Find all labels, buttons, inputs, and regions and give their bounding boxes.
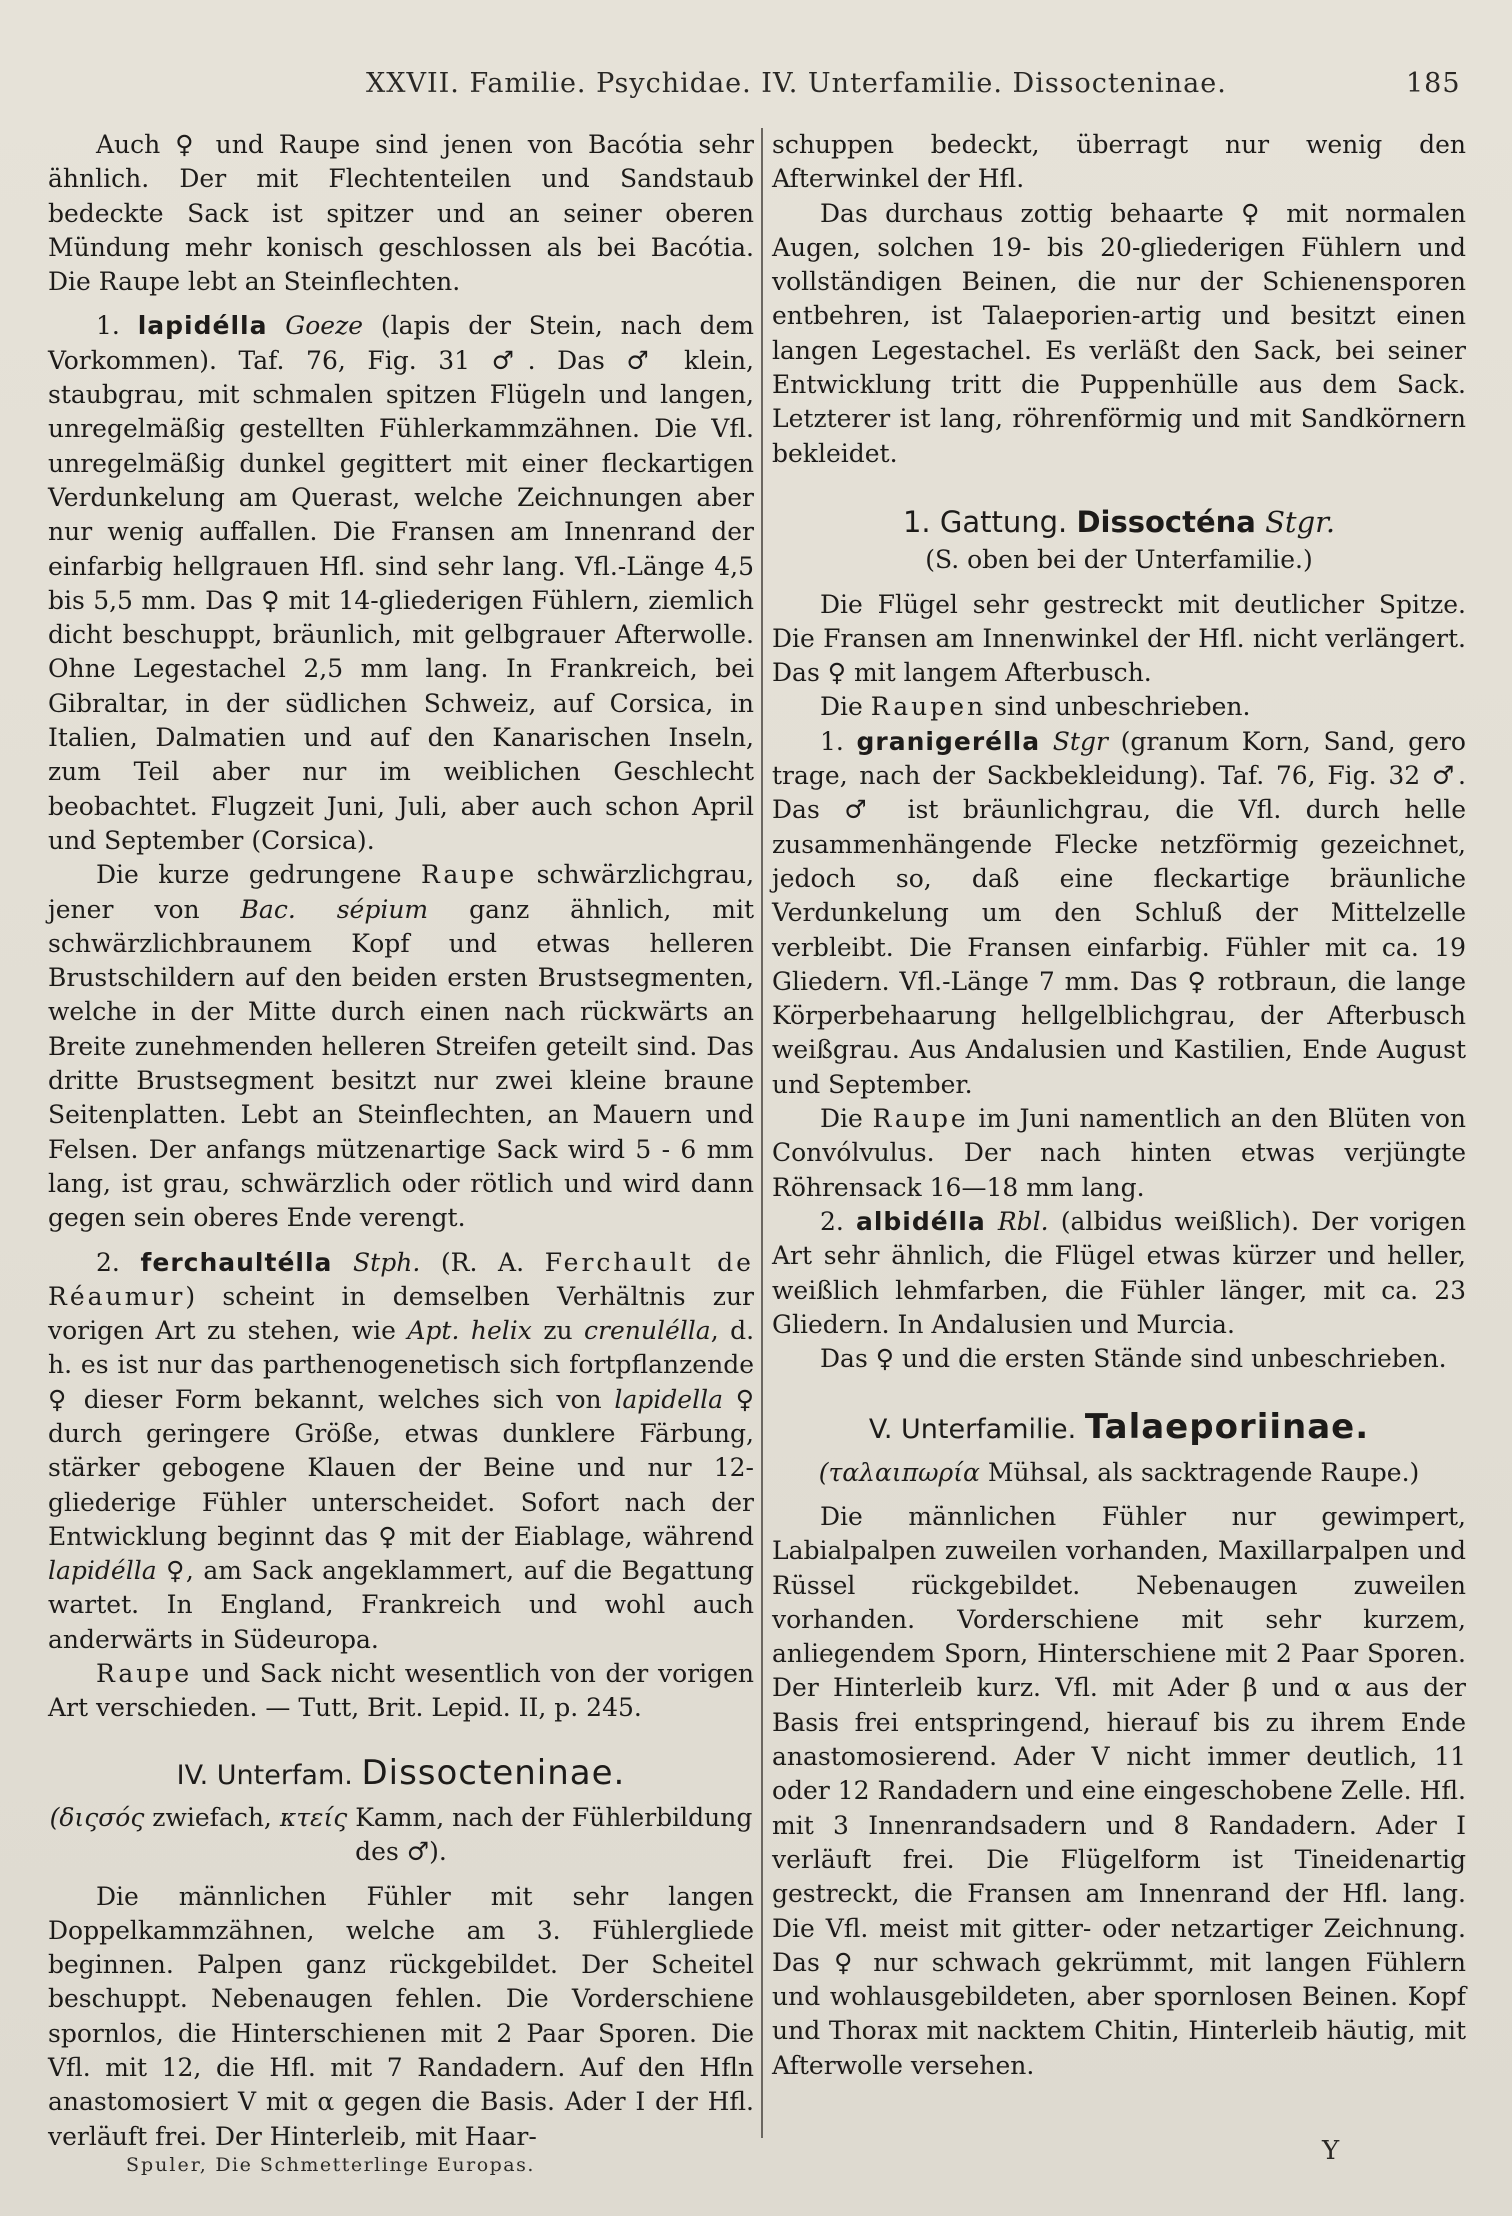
text-fragment: schwärzlichgrau, jener von <box>48 860 755 924</box>
subfamily-etymology <box>772 1456 1466 1490</box>
text-fragment: , d. h. es ist nur das parthenogenetisch sich fortpflanzende ♀ dieser Form bekannt, welches sich von <box>48 1316 755 1414</box>
female-paragraph: Das durchaus zottig behaarte ♀ mit normalen Augen, solchen 19- bis 20-gliederigen Fühlern und vollständigen Beinen, die nur der Schienensporen entbehren, ist Talaeporien-artig und besitzt einen langen Legestachel. Es verläßt den Sack, bei seiner Entwicklung tritt die Puppenhülle aus dem Sack. Letzterer ist lang, röhrenförmig und mit Sandkörnern bekleidet. <box>772 198 1466 468</box>
species-lapidella <box>48 309 754 858</box>
spaced-term: Raupe <box>421 860 518 890</box>
left-column <box>48 128 754 2154</box>
signature-mark: Y <box>1322 2136 1340 2166</box>
text-fragment: zu <box>543 1316 573 1346</box>
species-number: 2. <box>96 1247 120 1277</box>
larva-paragraph <box>48 858 754 1235</box>
species-reference: lapidella <box>614 1384 723 1414</box>
species-author: Stgr <box>1052 726 1108 756</box>
spaced-term: Raupe <box>872 1104 969 1134</box>
text-fragment: ♀ durch geringere Größe, etwas dunklere Färbung, stärker gebogene Klauen der Beine und nur 12-gliederige Fühler unterscheidet. Sofort nach der Entwicklung beginnt das ♀ mit der Eiablage, während <box>48 1384 754 1551</box>
species-albidella <box>772 1205 1466 1342</box>
species-number: 1. <box>820 726 844 756</box>
species-author: Rbl. <box>997 1206 1049 1236</box>
spaced-term: Raupe <box>96 1659 193 1689</box>
text-fragment: ) scheint in demselben Verhältnis zur vorigen Art zu stehen, wie <box>48 1281 754 1346</box>
larva-sack-paragraph <box>48 1657 754 1726</box>
text-fragment: Die kurze gedrungene <box>96 860 402 890</box>
text-fragment: zwiefach, <box>152 1802 272 1832</box>
page-number: 185 <box>1406 68 1461 99</box>
species-name: albidélla <box>855 1206 986 1236</box>
subfamily-prefix: V. Unterfamilie. <box>868 1414 1077 1446</box>
subfamily-name: Talaeporiinae. <box>1084 1407 1370 1448</box>
larvae-note <box>772 690 1466 724</box>
species-reference: lapidélla <box>48 1556 157 1586</box>
species-granigerella <box>772 725 1466 1102</box>
intro-paragraph: Auch ♀ und Raupe sind jenen von Bacótia sehr ähnlich. Der mit Flechtenteilen und Sandstaub bedeckte Sack ist spitzer und an seiner oberen Mündung mehr konisch geschlossen als bei Bacótia. Die Raupe lebt an Steinflechten. <box>48 130 754 297</box>
species-number: 2. <box>820 1206 844 1236</box>
species-reference: Bac. sépium <box>240 894 429 924</box>
species-number: 1. <box>96 311 120 341</box>
text-fragment: und Sack nicht wesentlich von der vorigen Art verschieden. — Tutt, Brit. Lepid. II, p. 245. <box>48 1659 755 1723</box>
text-fragment: sind unbeschrieben. <box>994 692 1251 722</box>
person-name: Ferchault de Réaumur <box>48 1247 754 1311</box>
running-header <box>0 68 1512 108</box>
genus-name: Dissocténa <box>1076 504 1256 539</box>
text-fragment: ganz ähnlich, mit schwärzlichbraunem Kopf und etwas helleren Brustschildern auf den beiden ersten Brustsegmenten, welche in der Mitte durch einen nach rückwärts an Breite zunehmenden helleren Streifen geteilt sind. Das dritte Brustsegment besitzt nur zwei kleine braune Seitenplatten. Lebt an Steinflechten, an Mauern und Felsen. Der anfangs mützenartige Sack wird 5 - 6 mm lang, ist grau, schwärzlich oder rötlich und wird dann gegen sein oberes Ende verengt. <box>48 894 755 1233</box>
stages-note: Das ♀ und die ersten Stände sind unbeschrieben. <box>820 1344 1447 1374</box>
species-name: granigerélla <box>856 726 1041 756</box>
continued-paragraph: schuppen bedeckt, überragt nur wenig den Afterwinkel der Hfl. <box>772 130 1466 194</box>
footer-author: Spuler, <box>126 2154 208 2176</box>
text-fragment: ♀, am Sack angeklammert, auf die Begattung wartet. In England, Frankreich und wohl auch anderwärts in Südeuropa. <box>48 1556 755 1654</box>
species-text: (granum Korn, Sand, gero trage, nach der Sackbekleidung). Taf. 76, Fig. 32 ♂. Das ♂ ist bräunlichgrau, die Vfl. durch helle zusammenhängende Flecke netzförmig gezeichnet, jedoch so, daß eine fleckartige bräunliche Verdunkelung um den Schluß der Mittelzelle verbleibt. Die Fransen einfarbig. Fühler mit ca. 19 Gliedern. Vfl.-Länge 7 mm. Das ♀ rotbraun, die lange Körperbehaarung hellgelblichgrau, der Afterbusch weißgrau. Aus Andalusien und Kastilien, Ende August und September. <box>772 726 1466 1099</box>
genus-note: (S. oben bei der Unterfamilie.) <box>925 545 1313 575</box>
species-text: (lapis der Stein, nach dem Vorkommen). Taf. 76, Fig. 31 ♂. Das ♂ klein, staubgrau, mit schmalen spitzen Flügeln und langen, unregelmäßig gestellten Fühlerkammzähnen. Die Vfl. unregelmäßig dunkel gegittert mit einer fleckartigen Verdunkelung am Querast, welche Zeichnungen aber nur wenig auffallen. Die Fransen am Innenrand der einfarbig hellgrauen Hfl. sind sehr lang. Vfl.-Länge 4,5 bis 5,5 mm. Das ♀ mit 14-gliederigen Fühlern, ziemlich dicht beschuppt, bräunlich, mit gelbgrauer Afterwolle. Ohne Legestachel 2,5 mm lang. In Frankreich, bei Gibraltar, in der südlichen Schweiz, auf Corsica, in Italien, Dalmatien und auf den Kanarischen Inseln, zum Teil aber nur im weiblichen Geschlecht beobachtet. Flugzeit Juni, Juli, aber auch schon April und September (Corsica). <box>48 311 755 855</box>
text-fragment: Mühsal, als sacktragende Raupe.) <box>987 1457 1420 1487</box>
subfamily-description: Die männlichen Fühler mit sehr langen Doppelkammzähnen, welche am 3. Fühlergliede beginnen. Palpen ganz rückgebildet. Der Scheitel beschuppt. Nebenaugen fehlen. Die Vorderschiene spornlos, die Hinterschienen mit 2 Paar Sporen. Die Vfl. mit 12, die Hfl. mit 7 Randadern. Auf den Hfln anastomosiert V mit α gegen die Basis. Ader I der Hfl. verläuft frei. Der Hinterleib, mit Haar- <box>48 1881 754 2151</box>
subfamily-heading-iv <box>48 1752 754 1793</box>
genus-author: Stgr. <box>1265 504 1336 539</box>
species-ferchaultella <box>48 1246 754 1658</box>
text-fragment: Die <box>820 692 863 722</box>
column-divider <box>761 128 763 2138</box>
subfamily-heading-v <box>772 1407 1466 1448</box>
species-name: ferchaultélla <box>140 1247 333 1277</box>
running-title: XXVII. Familie. Psychidae. IV. Unterfamilie. Dissocteninae. <box>366 68 1227 99</box>
species-reference: Apt. helix <box>407 1316 532 1346</box>
subfamily-prefix: IV. Unterfam. <box>176 1759 353 1791</box>
footer <box>126 2154 535 2176</box>
subfamily-name: Dissocteninae. <box>361 1752 626 1793</box>
genus-heading <box>772 505 1466 539</box>
text-fragment: (R. A. <box>440 1247 525 1277</box>
greek-word: (ταλαιπωρία <box>818 1457 980 1487</box>
greek-word: (διςσός <box>49 1802 145 1832</box>
species-author: Stph. <box>353 1247 421 1277</box>
species-author: Goeze <box>285 311 364 341</box>
text-fragment: Kamm, nach der Fühlerbildung des ♂). <box>355 1802 753 1867</box>
text-fragment: Die <box>820 1104 863 1134</box>
genus-description: Die Flügel sehr gestreckt mit deutlicher Spitze. Die Fransen am Innenwinkel der Hfl. nicht verlängert. Das ♀ mit langem Afterbusch. <box>772 589 1466 688</box>
text-fragment: im Juni namentlich an den Blüten von Convólvulus. Der nach hinten etwas verjüngte Röhrensack 16—18 mm lang. <box>772 1104 1466 1202</box>
greek-word: κτείς <box>279 1802 348 1832</box>
species-name: lapidélla <box>137 311 268 341</box>
genus-prefix: 1. Gattung. <box>902 504 1068 539</box>
spaced-term: Raupen <box>870 692 987 722</box>
footer-title: Die Schmetterlinge Europas. <box>215 2154 535 2176</box>
subfamily-etymology <box>48 1801 754 1870</box>
right-column <box>772 128 1466 2083</box>
subfamily-description: Die männlichen Fühler nur gewimpert, Labialpalpen zuweilen vorhanden, Maxillarpalpen und Rüssel rückgebildet. Nebenaugen zuweilen vorhanden. Vorderschiene mit sehr kurzem, anliegendem Sporn, Hinterschiene mit 2 Paar Sporen. Der Hinterleib kurz. Vfl. mit Ader β und α aus der Basis frei entspringend, hierauf bis zu ihrem Ende anastomosierend. Ader V nicht immer deutlich, 11 oder 12 Randadern und eine eingeschobene Zelle. Hfl. mit 3 Innenrandsadern und 8 Randadern. Ader I verläuft frei. Die Flügelform ist Tineidenartig gestreckt, die Fransen am Innenrand der Hfl. lang. Die Vfl. meist mit gitter- oder netzartiger Zeichnung. Das ♀ nur schwach gekrümmt, mit langen Fühlern und wohlausgebildeten, aber spornlosen Beinen. Kopf und Thorax mit nacktem Chitin, Hinterleib häutig, mit Afterwolle versehen. <box>772 1501 1466 2080</box>
larva-paragraph-right <box>772 1102 1466 1205</box>
species-text: (albidus weißlich). Der vorigen Art sehr ähnlich, die Flügel etwas kürzer und heller, weißlich lehmfarben, die Fühler länger, mit ca. 23 Gliedern. In Andalusien und Murcia. <box>772 1206 1467 1339</box>
species-reference: crenulélla <box>584 1316 711 1346</box>
